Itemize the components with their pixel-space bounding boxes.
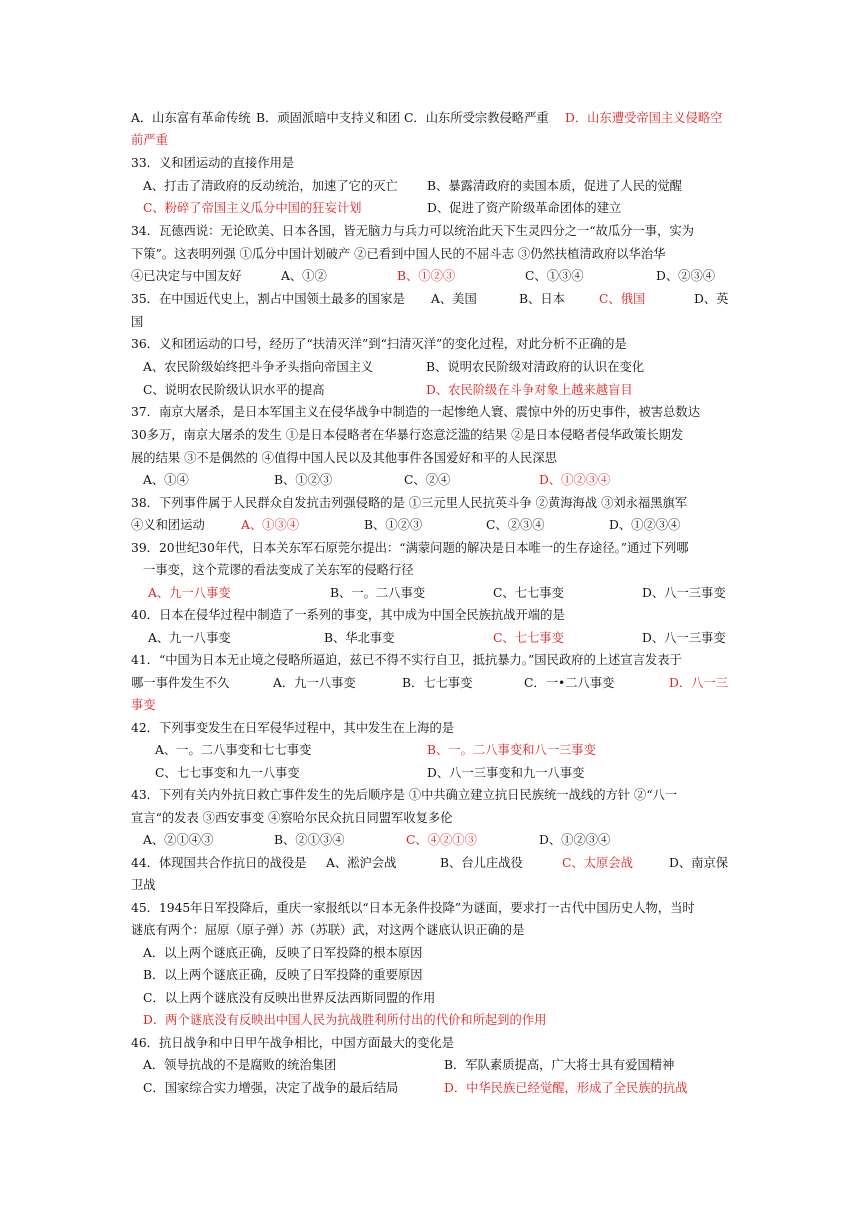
q38-option-d: D、①②③④: [609, 518, 681, 532]
q44-option-d-cont: 卫战: [131, 878, 156, 892]
q36-option-b: B、说明农民阶级对清政府的认识在变化: [426, 360, 645, 374]
q45-stem-2: 谜底有两个：屈原（原子弹）苏（苏联）武，对这两个谜底认识正确的是: [131, 923, 525, 937]
q46-option-d: D．中华民族已经觉醒，形成了全民族的抗战: [444, 1081, 688, 1095]
q35-option-c: C、俄国: [599, 292, 646, 306]
q41-option-c: C．一•二八事变: [524, 676, 615, 690]
q41-stem-1: 41．“中国为日本无止境之侵略所逼迫，兹已不得不实行自卫，抵抗暴力。”国民政府的上述宣言发表于: [131, 653, 682, 667]
q32-option-a: A．山东富有革命传统: [131, 111, 251, 125]
q44-option-a: A、淞沪会战: [326, 856, 397, 870]
q41-option-a: A．九一八事变: [273, 676, 356, 690]
q37-option-c: C、②④: [404, 473, 451, 487]
q42-option-c: C、七七事变和九一八事变: [155, 766, 300, 780]
q32-option-d: D．山东遭受帝国主义侵略空: [565, 111, 723, 125]
q40-option-a: A、九一八事变: [148, 631, 231, 645]
q38-stem: 38．下列事件属于人民群众自发抗击列强侵略的是 ①三元里人民抗英斗争 ②黄海海战 ③刘永福黑旗军: [131, 496, 688, 510]
q34-option-a: A、①②: [281, 269, 327, 283]
q43-option-b: B、②①③④: [274, 833, 345, 847]
q43-option-d: D、①②③④: [539, 833, 611, 847]
q33-option-d: D、促进了资产阶级革命团体的建立: [427, 201, 622, 215]
q36-stem: 36．义和团运动的口号，经历了“扶清灭洋”到“扫清灭洋”的变化过程，对此分析不正确的是: [131, 337, 627, 351]
q36-option-a: A、农民阶级始终把斗争矛头指向帝国主义: [143, 360, 374, 374]
q45-option-b: B．以上两个谜底正确，反映了日军投降的重要原因: [143, 968, 423, 982]
q32-option-b: B．顽固派暗中支持义和团: [256, 111, 401, 125]
q33-option-a: A、打击了清政府的反动统治，加速了它的灭亡: [143, 179, 398, 193]
q39-stem-1: 39．20世纪30年代，日本关东军石原莞尔提出：“满蒙问题的解决是日本唯一的生存途径。”通过下列哪: [131, 541, 689, 555]
q35-option-a: A、美国: [431, 292, 477, 306]
q46-option-a: A．领导抗战的不是腐败的统治集团: [143, 1058, 337, 1072]
q39-option-b: B、一。二八事变: [330, 586, 426, 600]
q44-option-b: B、台儿庄战役: [440, 856, 523, 870]
q35-option-d-cont: 国: [131, 315, 144, 329]
q35-option-d: D、英: [694, 292, 729, 306]
q37-stem-2: 30多万，南京大屠杀的发生 ①是日本侵略者在华暴行恣意泛滥的结果 ②是日本侵略者侵华政策长期发: [131, 428, 684, 442]
q41-option-d-cont: 事变: [131, 698, 156, 712]
q37-stem-1: 37．南京大屠杀，是日本军国主义在侵华战争中制造的一起惨绝人寰、震惊中外的历史事件，被害总数达: [131, 405, 701, 419]
q42-option-b: B、一。二八事变和八一三事变: [427, 743, 596, 757]
q41-option-b: B．七七事变: [402, 676, 473, 690]
q37-option-d: D、①②③④: [539, 473, 611, 487]
q33-option-c: C、粉碎了帝国主义瓜分中国的狂妄计划: [143, 201, 362, 215]
q34-option-b: B、①②③: [397, 269, 456, 283]
q42-option-a: A、一。二八事变和七七事变: [155, 743, 312, 757]
q38-option-c: C、②③④: [486, 518, 545, 532]
q36-option-d: D、农民阶级在斗争对象上越来越盲目: [426, 383, 633, 397]
q39-option-d: D、八一三事变: [642, 586, 726, 600]
q43-option-c: C、④②①③: [406, 833, 477, 847]
q34-option-d: D、②③④: [656, 269, 716, 283]
q32-option-c: C．山东所受宗教侵略严重: [404, 111, 549, 125]
q40-option-b: B、华北事变: [324, 631, 395, 645]
q34-stem-3: ④已决定与中国友好: [131, 269, 242, 283]
q43-stem-2: 宣言“的发表 ③西安事变 ④察哈尔民众抗日同盟军收复多伦: [131, 811, 453, 825]
q39-stem-2: 一事变，这个荒谬的看法变成了关东军的侵略行径: [143, 563, 414, 577]
q40-option-d: D、八一三事变: [642, 631, 726, 645]
q38-option-b: B、①②③: [364, 518, 423, 532]
q42-stem: 42．下列事变发生在日军侵华过程中，其中发生在上海的是: [131, 721, 455, 735]
q46-stem: 46．抗日战争和中日甲午战争相比，中国方面最大的变化是: [131, 1036, 455, 1050]
q41-stem-2: 哪一事件发生不久: [131, 676, 230, 690]
q37-option-a: A、①④: [143, 473, 189, 487]
q39-option-c: C、七七事变: [493, 586, 564, 600]
q35-option-b: B、日本: [519, 292, 565, 306]
q45-option-c: C．以上两个谜底没有反映出世界反法西斯同盟的作用: [143, 991, 436, 1005]
q45-stem-1: 45．1945年日军投降后，重庆一家报纸以“日本无条件投降”为谜面，要求打一古代中国历史人物，当时: [131, 901, 695, 915]
q38-option-a: A、①③④: [241, 518, 300, 532]
q33-stem: 33．义和团运动的直接作用是: [131, 156, 295, 170]
q44-option-d: D、南京保: [669, 856, 729, 870]
q43-option-a: A、②①④③: [143, 833, 214, 847]
q46-option-b: B．军队素质提高，广大将士具有爱国精神: [444, 1058, 675, 1072]
q44-stem: 44．体现国共合作抗日的战役是: [131, 856, 307, 870]
q38-stem-2: ④义和团运动: [131, 518, 205, 532]
q37-option-b: B、①②③: [274, 473, 333, 487]
q34-stem-1: 34．瓦德西说：无论欧美、日本各国，皆无脑力与兵力可以统治此天下生灵四分之一“故瓜分一事，实为: [131, 224, 694, 238]
q41-option-d: D．八一三: [669, 676, 729, 690]
q45-option-a: A．以上两个谜底正确，反映了日军投降的根本原因: [143, 946, 423, 960]
q44-option-c: C、太原会战: [562, 856, 633, 870]
q42-option-d: D、八一三事变和九一八事变: [427, 766, 585, 780]
q37-stem-3: 展的结果 ③不是偶然的 ④值得中国人民以及其他事件各国爱好和平的人民深思: [131, 451, 557, 465]
q39-option-a: A、九一八事变: [148, 586, 231, 600]
q32-option-d-cont: 前严重: [131, 133, 168, 147]
q35-stem: 35．在中国近代史上，割占中国领土最多的国家是: [131, 292, 405, 306]
q40-stem: 40．日本在侵华过程中制造了一系列的事变，其中成为中国全民族抗战开端的是: [131, 608, 565, 622]
q34-option-c: C、①③④: [525, 269, 584, 283]
q40-option-c: C、七七事变: [493, 631, 564, 645]
q34-stem-2: 下策”。这表明列强 ①瓜分中国计划破产 ②已看到中国人民的不屈斗志 ③仍然扶植清政府以华治华: [131, 247, 666, 261]
q33-option-b: B、暴露清政府的卖国本质，促进了人民的觉醒: [427, 179, 682, 193]
q36-option-c: C、说明农民阶级认识水平的提高: [143, 383, 325, 397]
q45-option-d: D．两个谜底没有反映出中国人民为抗战胜利所付出的代价和所起到的作用: [143, 1013, 547, 1027]
q46-option-c: C．国家综合实力增强，决定了战争的最后结局: [143, 1081, 399, 1095]
q43-stem-1: 43．下列有关内外抗日救亡事件发生的先后顺序是 ①中共确立建立抗日民族统一战线的方针 ②“八一: [131, 788, 678, 802]
